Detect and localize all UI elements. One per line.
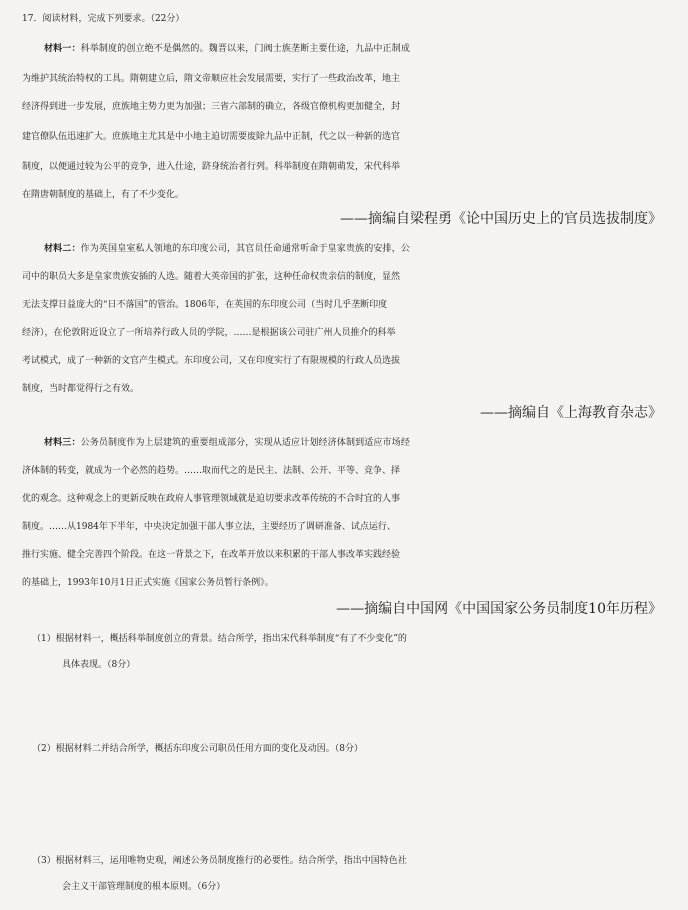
material2-source: ——摘编自《上海教育杂志》: [480, 405, 662, 421]
material3-line-6: 的基础上，1993年10月1日正式实施《国家公务员暂行条例》。: [22, 578, 274, 588]
subquestion-1-line-1: （1）根据材料一，概括科举制度创立的背景。结合所学，指出宋代科举制度“有了不少变化”的: [32, 634, 407, 644]
question-header: 17．阅读材料，完成下列要求。（22分）: [22, 14, 185, 24]
material2-line-5: 考试模式，成了一种新的文官产生模式。东印度公司，又在印度实行了有限规模的行政人员选拔: [22, 356, 401, 366]
material1-line-3: 经济得到进一步发展，庶族地主势力更为加强；三省六部制的确立，各级官僚机构更加健全，封: [22, 102, 401, 112]
material3-label: 材料三：: [44, 438, 81, 448]
material1-line-4: 建官僚队伍迅速扩大。庶族地主尤其是中小地主迫切需要废除九品中正制，代之以一种新的选官: [22, 132, 401, 142]
material2-line-6: 制度，当时都觉得行之有效。: [22, 384, 140, 394]
subquestion-3-line-2: 会主义干部管理制度的根本原则。（6分）: [62, 882, 226, 892]
material3-source: ——摘编自中国网《中国国家公务员制度10年历程》: [336, 601, 662, 617]
material2-line-2: 司中的职员大多是皇家贵族安插的人选。随着大英帝国的扩张，这种任命权贵亲信的制度，显然: [22, 272, 401, 282]
subquestion-1-line-2: 具体表现。（8分）: [62, 660, 136, 670]
material3-line-2: 济体制的转变，就成为一个必然的趋势。……取而代之的是民主、法制、公开、平等、竞争、择: [22, 466, 401, 476]
material2-line-3: 无法支撑日益庞大的“日不落国”的管治。1806年，在英国的东印度公司（当时几乎垄断印度: [22, 300, 388, 310]
material2-text-1: 作为英国皇室私人领地的东印度公司，其官员任命通常听命于皇家贵族的安排，公: [80, 244, 411, 254]
material1-line-2: 为维护其统治特权的工具。隋朝建立后，隋文帝顺应社会发展需要，实行了一些政治改革，地主: [22, 74, 401, 84]
material1-line-1: [22, 40, 688, 58]
material1-line-5: 制度，以便通过较为公平的竞争，进入仕途，跻身统治者行列。科举制度在隋朝萌发，宋代科举: [22, 162, 401, 172]
material3-line-4: 制度。……从1984年下半年，中央决定加强干部人事立法，主要经历了调研准备、试点运行、: [22, 522, 396, 532]
material2-line-4: 经济），在伦敦附近设立了一所培养行政人员的学院，……是根据该公司驻广州人员推介的科举: [22, 328, 396, 338]
material2-label: 材料二：: [44, 244, 81, 254]
material1-label: 材料一：: [44, 44, 81, 54]
material3-text-1: 公务员制度作为上层建筑的重要组成部分，实现从适应计划经济体制到适应市场经: [80, 438, 411, 448]
material1-source: ——摘编自梁程勇《论中国历史上的官员选拔制度》: [340, 211, 662, 227]
material2-line-1: [22, 240, 688, 258]
subquestion-3-line-1: （3）根据材料三，运用唯物史观，阐述公务员制度推行的必要性。结合所学，指出中国特色社: [32, 856, 407, 866]
material3-line-1: [22, 434, 688, 452]
material1-text-1: 科举制度的创立绝不是偶然的。魏晋以来，门阀士族垄断主要仕途，九品中正制成: [80, 44, 411, 54]
material1-line-6: 在隋唐朝制度的基础上，有了不少变化。: [22, 190, 185, 200]
subquestion-2-line-1: （2）根据材料二并结合所学，概括东印度公司职员任用方面的变化及动因。（8分）: [32, 744, 363, 754]
material3-line-3: 优的观念。这种观念上的更新反映在政府人事管理领域就是迫切要求改革传统的不合时宜的人事: [22, 494, 401, 504]
material3-line-5: 推行实施、健全完善四个阶段。在这一背景之下，在改革开放以来积累的干部人事改革实践经验: [22, 550, 401, 560]
